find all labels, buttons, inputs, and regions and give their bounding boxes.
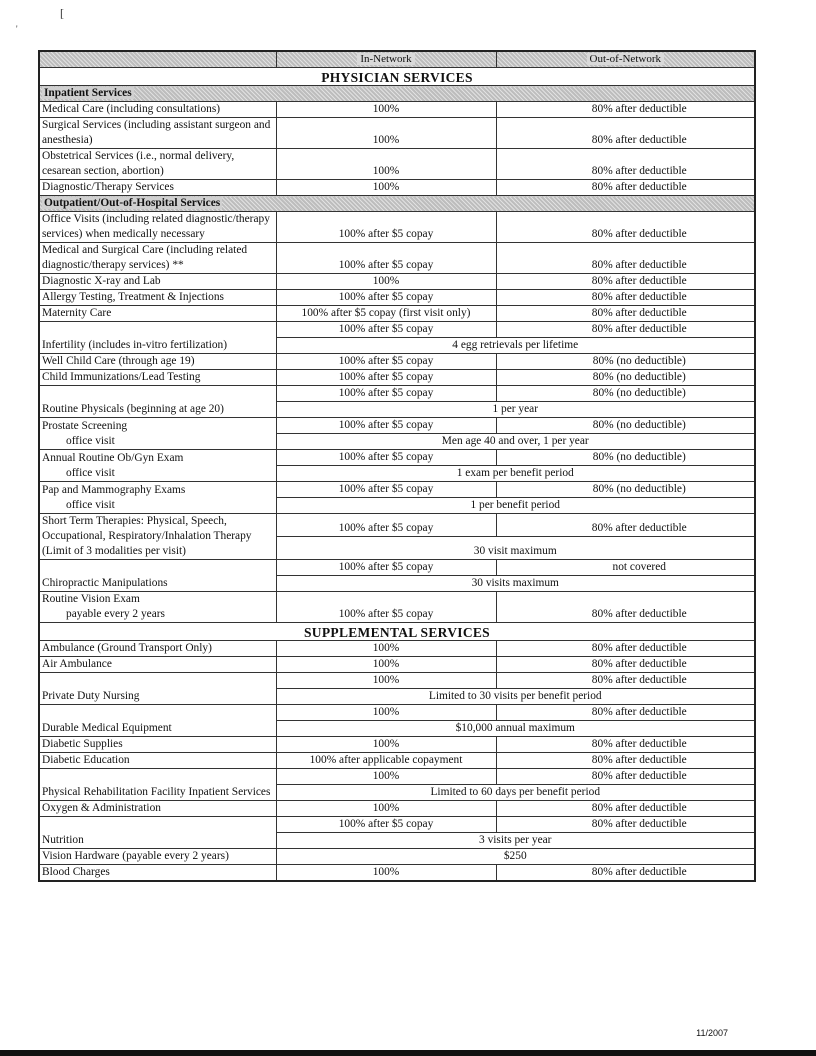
benefit-limit-note: Limited to 60 days per benefit period xyxy=(276,785,755,801)
service-name: Diagnostic/Therapy Services xyxy=(42,181,174,193)
service-name: Infertility (includes in-vitro fertilization) xyxy=(42,339,228,351)
service-name: Prostate Screening xyxy=(42,420,128,432)
in-network-cell: 100% xyxy=(276,769,496,785)
out-of-network-cell: 80% after deductible xyxy=(496,243,755,274)
service-cell xyxy=(39,370,276,386)
service-name: Air Ambulance xyxy=(42,658,112,670)
table-row xyxy=(39,450,755,466)
service-name: Ambulance (Ground Transport Only) xyxy=(42,642,212,654)
table-row xyxy=(39,737,755,753)
out-of-network-cell: 80% after deductible xyxy=(496,817,755,833)
page-edge xyxy=(0,1050,816,1056)
out-of-network-cell: 80% after deductible xyxy=(496,753,755,769)
in-network-cell: 100% after $5 copay xyxy=(276,592,496,623)
document-date: 11/2007 xyxy=(696,1028,728,1038)
service-cell xyxy=(39,243,276,274)
service-cell xyxy=(39,769,276,801)
service-name: Physical Rehabilitation Facility Inpatient Services xyxy=(42,786,271,798)
benefit-limit-note: 4 egg retrievals per lifetime xyxy=(276,338,755,354)
service-cell xyxy=(39,354,276,370)
outpatient-subheader: Outpatient/Out-of-Hospital Services xyxy=(39,196,755,212)
out-of-network-cell: 80% after deductible xyxy=(496,274,755,290)
table-row xyxy=(39,243,755,274)
table-row xyxy=(39,274,755,290)
service-name: Annual Routine Ob/Gyn Exam xyxy=(42,452,184,464)
table-row xyxy=(39,212,755,243)
service-cell xyxy=(39,817,276,849)
in-network-cell: 100% xyxy=(276,641,496,657)
out-of-network-cell: 80% after deductible xyxy=(496,102,755,118)
in-network-cell: 100% xyxy=(276,705,496,721)
benefits-table xyxy=(38,50,756,882)
section-title: PHYSICIAN SERVICES xyxy=(39,68,755,86)
service-cell xyxy=(39,418,276,450)
out-of-network-cell: 80% after deductible xyxy=(496,180,755,196)
column-header-row xyxy=(39,51,755,68)
service-column-header xyxy=(39,51,276,68)
out-of-network-cell: 80% (no deductible) xyxy=(496,418,755,434)
table-row xyxy=(39,386,755,402)
outpatient-subheader-row xyxy=(39,196,755,212)
out-of-network-cell: 80% after deductible xyxy=(496,306,755,322)
out-of-network-cell: 80% after deductible xyxy=(496,705,755,721)
table-row xyxy=(39,592,755,623)
service-cell xyxy=(39,865,276,882)
service-cell xyxy=(39,212,276,243)
table-row xyxy=(39,753,755,769)
service-name: Short Term Therapies: Physical, Speech, Occupational, Respiratory/Inhalation Therapy (Limit of 3 modalities per visit) xyxy=(42,515,252,557)
inpatient-subheader: Inpatient Services xyxy=(39,86,755,102)
out-of-network-cell: 80% (no deductible) xyxy=(496,450,755,466)
service-name: Durable Medical Equipment xyxy=(42,722,172,734)
in-network-cell: 100% after $5 copay xyxy=(276,418,496,434)
benefit-limit-note: 30 visits maximum xyxy=(276,576,755,592)
service-cell xyxy=(39,801,276,817)
in-network-cell: 100% xyxy=(276,274,496,290)
in-network-cell: 100% xyxy=(276,657,496,673)
benefit-limit-note: Men age 40 and over, 1 per year xyxy=(276,434,755,450)
in-network-cell: 100% after $5 copay xyxy=(276,370,496,386)
out-of-network-cell: 80% (no deductible) xyxy=(496,482,755,498)
table-row xyxy=(39,118,755,149)
table-row xyxy=(39,290,755,306)
in-network-cell: 100% xyxy=(276,737,496,753)
service-cell xyxy=(39,849,276,865)
in-network-cell: 100% xyxy=(276,118,496,149)
table-row xyxy=(39,801,755,817)
benefit-limit-note: $10,000 annual maximum xyxy=(276,721,755,737)
service-name: Routine Vision Exam xyxy=(42,593,140,605)
benefit-limit-note: 1 exam per benefit period xyxy=(276,466,755,482)
in-network-cell: 100% xyxy=(276,102,496,118)
in-network-cell: 100% after $5 copay (first visit only) xyxy=(276,306,496,322)
in-network-cell: 100% after $5 copay xyxy=(276,386,496,402)
table-row xyxy=(39,865,755,882)
in-network-cell: 100% after $5 copay xyxy=(276,514,496,537)
service-cell xyxy=(39,102,276,118)
service-name: Allergy Testing, Treatment & Injections xyxy=(42,291,224,303)
service-cell xyxy=(39,306,276,322)
table-row xyxy=(39,817,755,833)
out-of-network-header: Out-of-Network xyxy=(496,51,755,68)
service-cell xyxy=(39,149,276,180)
in-network-cell: 100% after $5 copay xyxy=(276,482,496,498)
service-cell xyxy=(39,514,276,560)
service-cell xyxy=(39,274,276,290)
out-of-network-cell: 80% after deductible xyxy=(496,118,755,149)
service-subtext: office visit xyxy=(66,467,115,479)
table-row xyxy=(39,673,755,689)
out-of-network-cell: 80% after deductible xyxy=(496,801,755,817)
out-of-network-cell: 80% after deductible xyxy=(496,322,755,338)
service-name: Office Visits (including related diagnostic/therapy services) when medically necessary xyxy=(42,213,270,240)
service-name: Child Immunizations/Lead Testing xyxy=(42,371,201,383)
service-name: Private Duty Nursing xyxy=(42,690,140,702)
benefit-limit-note: 1 per benefit period xyxy=(276,498,755,514)
in-network-cell: 100% after $5 copay xyxy=(276,560,496,576)
out-of-network-cell: 80% after deductible xyxy=(496,290,755,306)
in-network-cell: 100% after $5 copay xyxy=(276,212,496,243)
service-cell xyxy=(39,705,276,737)
out-of-network-cell: 80% after deductible xyxy=(496,673,755,689)
service-cell xyxy=(39,386,276,418)
service-name: Obstetrical Services (i.e., normal delivery, cesarean section, abortion) xyxy=(42,150,235,177)
out-of-network-cell: 80% after deductible xyxy=(496,865,755,882)
combined-benefit-cell: $250 xyxy=(276,849,755,865)
service-subtext: office visit xyxy=(66,499,115,511)
service-name: Diabetic Education xyxy=(42,754,130,766)
service-subtext: payable every 2 years xyxy=(66,608,165,620)
service-cell xyxy=(39,290,276,306)
service-name: Surgical Services (including assistant surgeon and anesthesia) xyxy=(42,119,271,146)
table-row xyxy=(39,418,755,434)
service-cell xyxy=(39,482,276,514)
service-name: Nutrition xyxy=(42,834,84,846)
service-name: Maternity Care xyxy=(42,307,112,319)
in-network-cell: 100% xyxy=(276,801,496,817)
service-cell xyxy=(39,450,276,482)
service-name: Blood Charges xyxy=(42,866,110,878)
service-name: Oxygen & Administration xyxy=(42,802,161,814)
table-row xyxy=(39,514,755,537)
service-name: Diagnostic X-ray and Lab xyxy=(42,275,161,287)
in-network-cell: 100% xyxy=(276,673,496,689)
service-subtext: office visit xyxy=(66,435,115,447)
table-row xyxy=(39,657,755,673)
out-of-network-cell: 80% after deductible xyxy=(496,657,755,673)
service-name: Chiropractic Manipulations xyxy=(42,577,168,589)
service-cell xyxy=(39,673,276,705)
out-of-network-cell: 80% after deductible xyxy=(496,592,755,623)
physician-services-title-row xyxy=(39,68,755,86)
service-name: Pap and Mammography Exams xyxy=(42,484,186,496)
scan-mark: [ xyxy=(60,6,64,20)
in-network-cell: 100% xyxy=(276,865,496,882)
in-network-cell: 100% after $5 copay xyxy=(276,354,496,370)
out-of-network-cell: 80% (no deductible) xyxy=(496,354,755,370)
out-of-network-cell: 80% after deductible xyxy=(496,769,755,785)
table-row xyxy=(39,306,755,322)
service-cell xyxy=(39,322,276,354)
in-network-header: In-Network xyxy=(276,51,496,68)
table-row xyxy=(39,322,755,338)
benefit-limit-note: 30 visit maximum xyxy=(276,537,755,560)
table-row xyxy=(39,769,755,785)
out-of-network-cell: 80% after deductible xyxy=(496,737,755,753)
table-row xyxy=(39,102,755,118)
out-of-network-cell: 80% after deductible xyxy=(496,514,755,537)
service-cell xyxy=(39,180,276,196)
in-network-cell: 100% xyxy=(276,180,496,196)
benefit-limit-note: Limited to 30 visits per benefit period xyxy=(276,689,755,705)
table-row xyxy=(39,705,755,721)
service-cell xyxy=(39,737,276,753)
service-name: Well Child Care (through age 19) xyxy=(42,355,195,367)
service-cell xyxy=(39,560,276,592)
service-cell xyxy=(39,641,276,657)
service-name: Medical and Surgical Care (including related diagnostic/therapy services) ** xyxy=(42,244,248,271)
table-row xyxy=(39,180,755,196)
out-of-network-cell: not covered xyxy=(496,560,755,576)
out-of-network-cell: 80% after deductible xyxy=(496,212,755,243)
in-network-cell: 100% after $5 copay xyxy=(276,817,496,833)
table-row xyxy=(39,149,755,180)
in-network-cell: 100% after applicable copayment xyxy=(276,753,496,769)
table-row xyxy=(39,560,755,576)
in-network-cell: 100% after $5 copay xyxy=(276,450,496,466)
service-name: Vision Hardware (payable every 2 years) xyxy=(42,850,229,862)
service-cell xyxy=(39,118,276,149)
service-cell xyxy=(39,753,276,769)
in-network-cell: 100% after $5 copay xyxy=(276,322,496,338)
service-name: Routine Physicals (beginning at age 20) xyxy=(42,403,224,415)
benefit-limit-note: 1 per year xyxy=(276,402,755,418)
table-row xyxy=(39,482,755,498)
scan-mark: ' xyxy=(16,24,18,34)
service-cell xyxy=(39,657,276,673)
table-row xyxy=(39,641,755,657)
out-of-network-cell: 80% (no deductible) xyxy=(496,386,755,402)
in-network-cell: 100% after $5 copay xyxy=(276,290,496,306)
out-of-network-cell: 80% (no deductible) xyxy=(496,370,755,386)
inpatient-subheader-row xyxy=(39,86,755,102)
table-row xyxy=(39,849,755,865)
table-row xyxy=(39,354,755,370)
out-of-network-cell: 80% after deductible xyxy=(496,641,755,657)
service-name: Diabetic Supplies xyxy=(42,738,123,750)
in-network-cell: 100% xyxy=(276,149,496,180)
service-cell xyxy=(39,592,276,623)
in-network-cell: 100% after $5 copay xyxy=(276,243,496,274)
table-row xyxy=(39,370,755,386)
supplemental-services-title-row xyxy=(39,623,755,641)
service-name: Medical Care (including consultations) xyxy=(42,103,221,115)
out-of-network-cell: 80% after deductible xyxy=(496,149,755,180)
section-title: SUPPLEMENTAL SERVICES xyxy=(39,623,755,641)
benefit-limit-note: 3 visits per year xyxy=(276,833,755,849)
